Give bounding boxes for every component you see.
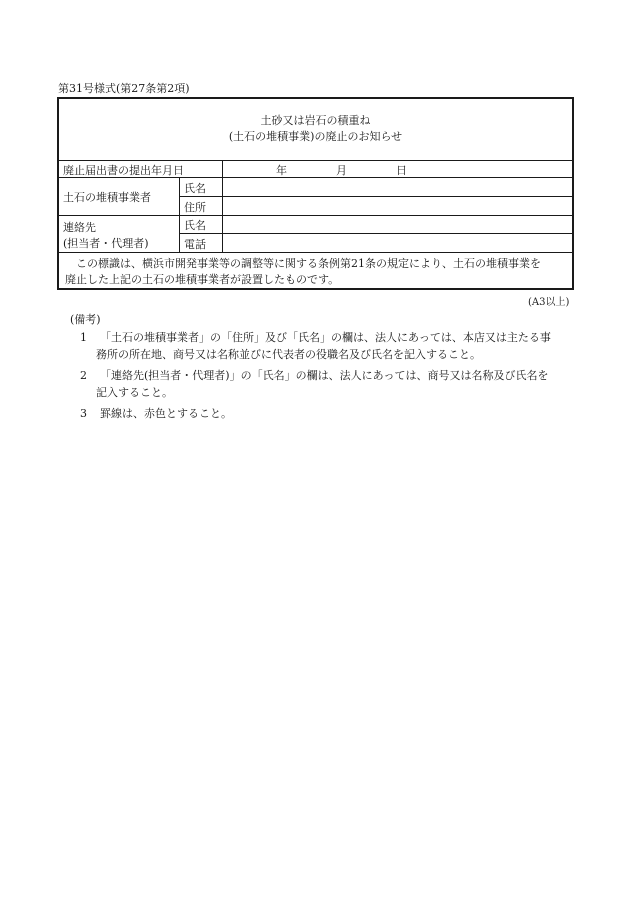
year-label: 年 [276,164,287,177]
contact-sublabel: (担当者・代理者) [63,237,149,250]
operator-row [59,178,572,216]
form-number: 第31号様式(第27条第2項) [58,82,190,95]
contact-values [222,216,572,252]
notice-line-1: この標識は、横浜市開発事業等の調整等に関する条例第21条の規定により、土石の堆積事業を [76,257,541,270]
remark-line: 「連絡先(担当者・代理者)」の「氏名」の欄は、法人にあっては、商号又は名称及び氏名を [100,369,549,382]
operator-name-field [223,178,572,197]
submission-date-label: 廃止届出書の提出年月日 [63,164,184,177]
operator-address-label: 住所 [184,201,206,214]
operator-name-label: 氏名 [184,182,206,195]
remark-number: 2 [80,369,87,382]
paper-size-note: (A3以上) [528,297,570,308]
operator-values [222,178,572,215]
remark-number: 3 [80,407,87,420]
remark-line: 罫線は、赤色とすること。 [100,407,232,420]
remark-line: 記入すること。 [96,386,173,399]
remark-line: 務所の所在地、商号又は名称並びに代表者の役職名及び氏名を記入すること。 [96,348,481,361]
contact-subcells [179,216,222,252]
month-label: 月 [336,164,347,177]
remark-number: 1 [80,331,87,344]
title-line-2: (土石の堆積事業)の廃止のお知らせ [228,130,403,143]
remarks-heading: (備考) [70,313,101,326]
contact-name-label: 氏名 [184,219,206,232]
title-line-1: 土砂又は岩石の積重ね [260,114,371,127]
contact-label: 連絡先 [63,221,96,234]
remark-line: 「土石の堆積事業者」の「住所」及び「氏名」の欄は、法人にあっては、本店又は主たる事 [100,331,551,344]
day-label: 日 [396,164,407,177]
sign-form [57,97,574,290]
operator-label: 土石の堆積事業者 [63,191,151,204]
sign-title [59,99,572,161]
notice-text [65,256,570,288]
contact-row [59,216,572,253]
contact-phone-label: 電話 [184,238,206,251]
submission-date-field [222,161,572,177]
contact-name-field [223,216,572,234]
submission-date-row [59,161,572,178]
operator-subcells [179,178,222,215]
notice-line-2: 廃止した上記の土石の堆積事業者が設置したものです。 [65,273,340,286]
